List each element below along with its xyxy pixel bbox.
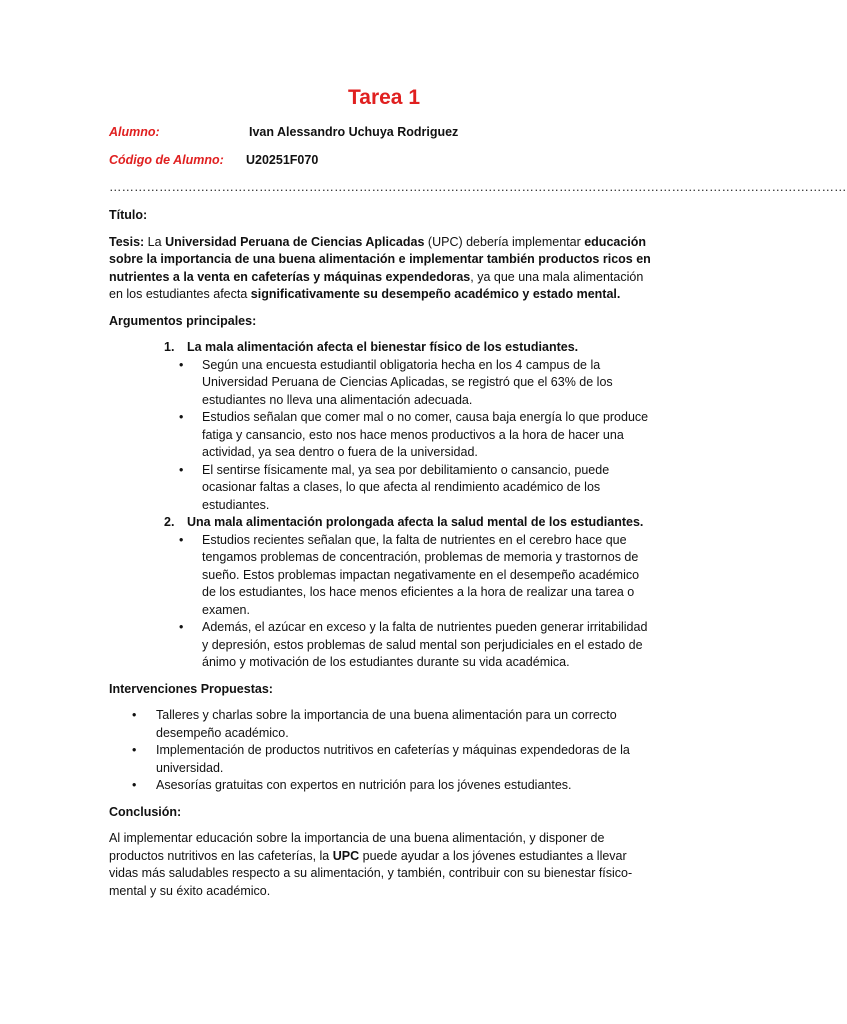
list-item xyxy=(109,357,654,410)
thesis-bold-1: Universidad Peruana de Ciencias Aplicadas xyxy=(165,234,425,249)
argument-title xyxy=(109,339,654,357)
argument-2 xyxy=(109,514,654,672)
list-item xyxy=(109,619,654,672)
bullet-icon: • xyxy=(179,532,184,547)
thesis-text-1: La xyxy=(144,234,166,249)
argument-bullets xyxy=(109,357,654,515)
list-item xyxy=(109,707,654,742)
list-item xyxy=(109,742,654,777)
intervention-text: Asesorías gratuitas con expertos en nutrición para los jóvenes estudiantes. xyxy=(156,778,572,792)
bullet-text: Estudios señalan que comer mal o no comer, causa baja energía lo que produce fatiga y cansancio, esto nos hace menos productivos a la hora de hacer una actividad, ya sea dentro o fuera de la universidad. xyxy=(202,410,649,459)
argument-title xyxy=(109,514,654,532)
conclusion-bold: UPC xyxy=(332,848,360,863)
arguments-heading: Argumentos principales: xyxy=(109,313,257,328)
bullet-text: Según una encuesta estudiantil obligatoria hecha en los 4 campus de la Universidad Peruana de Ciencias Aplicadas, se registró que el 63% de los estudiantes no lleva una alimentación adecuada. xyxy=(202,357,613,407)
thesis-text-3: , ya que una mala alimentación en los estudiantes afecta xyxy=(109,269,644,301)
conclusion-heading: Conclusión: xyxy=(109,804,182,819)
bullet-text: Estudios recientes señalan que, la falta de nutrientes en el cerebro hace que tengamos problemas de concentración, problemas de memoria y trastornos de sueño. Estos problemas impactan negativamente en el desempeño académico de los estudiantes, los hace menos eficientes a la hora de realizar una tarea o examen. xyxy=(202,532,640,617)
thesis-text-2: (UPC) debería implementar xyxy=(424,234,585,249)
separator-line: …………………………………………………………………………………………………………………………………………………………… xyxy=(109,180,847,194)
bullet-icon: • xyxy=(132,778,137,792)
thesis-bold-3: significativamente su desempeño académico y estado mental. xyxy=(250,287,621,301)
thesis-label: Tesis: xyxy=(109,234,145,249)
argument-bullets xyxy=(109,532,654,672)
student-label: Alumno: xyxy=(109,125,160,139)
list-item xyxy=(109,532,654,620)
intervention-text: Implementación de productos nutritivos en cafeterías y máquinas expendedoras de la universidad. xyxy=(156,743,630,775)
conclusion-text-1: Al implementar educación sobre la importancia de una buena alimentación, y disponer de productos nutritivos en las cafeterías, la xyxy=(109,831,605,863)
argument-number: 2. xyxy=(164,515,175,529)
list-item xyxy=(109,409,654,462)
bullet-icon: • xyxy=(132,708,137,722)
bullet-text: Además, el azúcar en exceso y la falta de nutrientes pueden generar irritabilidad y depresión, estos problemas de salud mental son perjudiciales en el estado de ánimo y motivación de los estudiantes durante su vida académica. xyxy=(202,620,648,669)
thesis-paragraph xyxy=(109,234,654,304)
interventions-heading: Intervenciones Propuestas: xyxy=(109,681,273,696)
bullet-icon: • xyxy=(179,620,184,634)
interventions-list xyxy=(109,707,654,795)
argument-1 xyxy=(109,339,654,514)
document-title: Tarea 1 xyxy=(348,86,420,109)
bullet-text: El sentirse físicamente mal, ya sea por debilitamiento o cansancio, puede ocasionar faltas a clases, lo que afecta al rendimiento académico de los estudiantes. xyxy=(202,462,610,512)
student-name: Ivan Alessandro Uchuya Rodriguez xyxy=(249,125,459,139)
conclusion-text-2: puede ayudar a los jóvenes estudiantes a llevar vidas más saludables respecto a su alimentación, y también, contribuir con su bienestar físico-mental y su éxito académico. xyxy=(109,848,633,898)
bullet-icon: • xyxy=(179,357,184,372)
list-item xyxy=(109,777,654,795)
conclusion-paragraph xyxy=(109,830,654,900)
bullet-icon: • xyxy=(132,743,137,757)
list-item xyxy=(109,462,654,515)
bullet-icon: • xyxy=(179,410,184,424)
argument-title-text: Una mala alimentación prolongada afecta la salud mental de los estudiantes. xyxy=(187,515,644,529)
thesis-bold-2: educación sobre la importancia de una buena alimentación e implementar también productos ricos en nutrientes a la venta en cafeterías y máquinas expendedoras xyxy=(109,234,651,284)
argument-title-text: La mala alimentación afecta el bienestar físico de los estudiantes. xyxy=(187,340,579,354)
intervention-text: Talleres y charlas sobre la importancia de una buena alimentación para un correcto desempeño académico. xyxy=(156,708,617,740)
document-body xyxy=(109,207,654,909)
argument-number: 1. xyxy=(164,340,175,354)
bullet-icon: • xyxy=(179,462,184,477)
student-code-label: Código de Alumno: xyxy=(109,153,224,167)
titulo-heading: Título: xyxy=(109,208,148,222)
student-code-value: U20251F070 xyxy=(246,153,319,167)
